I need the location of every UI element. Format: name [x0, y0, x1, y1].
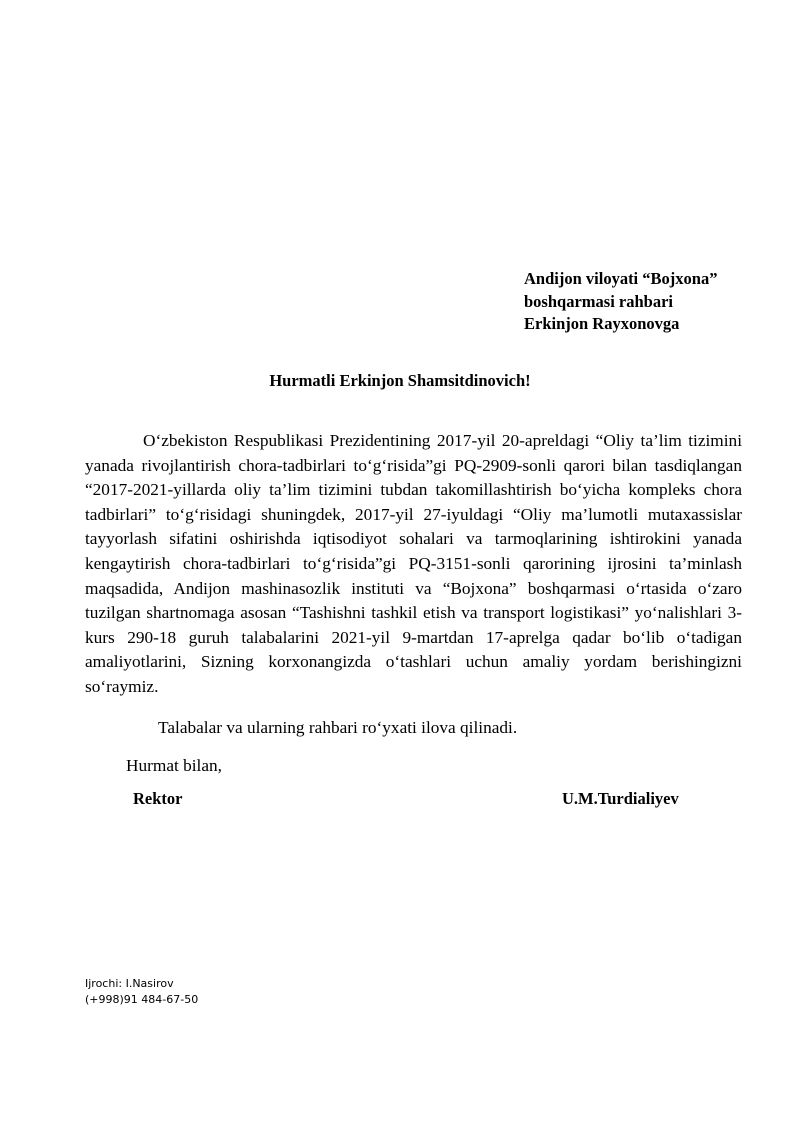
addressee-line-2: boshqarmasi rahbari — [524, 291, 673, 311]
addressee-line-3: Erkinjon Rayxonovga — [524, 314, 680, 333]
signatory-title: Rektor — [133, 789, 183, 808]
body-paragraph: O‘zbekiston Respublikasi Prezidentining 2017-yil 20-apreldagi “Oliy ta’lim tizimini yanada rivojlantirish chora-tadbirlari to‘g‘risida”gi PQ-2909-sonli qarori bilan tasdiqlangan “2017-2021-yillarda oliy ta’lim tizimini tubdan takomillashtirish bo‘yicha kompleks chora tadbirlari” to‘g‘risidagi shuningdek, 2017-yil 27-iyuldagi “Oliy ma’lumotli mutaxassislar tayyorlash sifatini oshirishda iqtisodiyot sohalari va tarmoqlarining ishtirokini yanada kengaytirish chora-tadbirlari to‘g‘risida”gi PQ-3151-sonli qarorining ijrosini ta’minlash maqsadida, Andijon mashinasozlik instituti va “Bojxona” boshqarmasi o‘rtasida o‘zaro tuzilgan shartnomaga asosan “Tashishni tashkil etish va transport logistikasi” yo‘nalishlari 3-kurs 290-18 guruh talabalarini 2021-yil 9-martdan 17-aprelga qadar bo‘lib o‘tadigan amaliyotlarini, Sizning korxonangizda o‘tashlari uchun amaliy yordam berishingizni so‘raymiz. — [85, 431, 742, 696]
closing-phrase: Hurmat bilan, — [126, 756, 222, 775]
signatory-name: U.M.Turdialiyev — [562, 789, 679, 808]
executor-name: Ijrochi: I.Nasirov — [85, 977, 174, 990]
addressee-line-1: Andijon viloyati “Bojxona” — [524, 269, 718, 288]
executor-phone: (+998)91 484-67-50 — [85, 993, 199, 1006]
attachment-note: Talabalar va ularning rahbari ro‘yxati ilova qilinadi. — [158, 718, 518, 737]
executor-block — [85, 976, 198, 1008]
addressee-block — [524, 268, 717, 336]
salutation: Hurmatli Erkinjon Shamsitdinovich! — [269, 371, 531, 390]
